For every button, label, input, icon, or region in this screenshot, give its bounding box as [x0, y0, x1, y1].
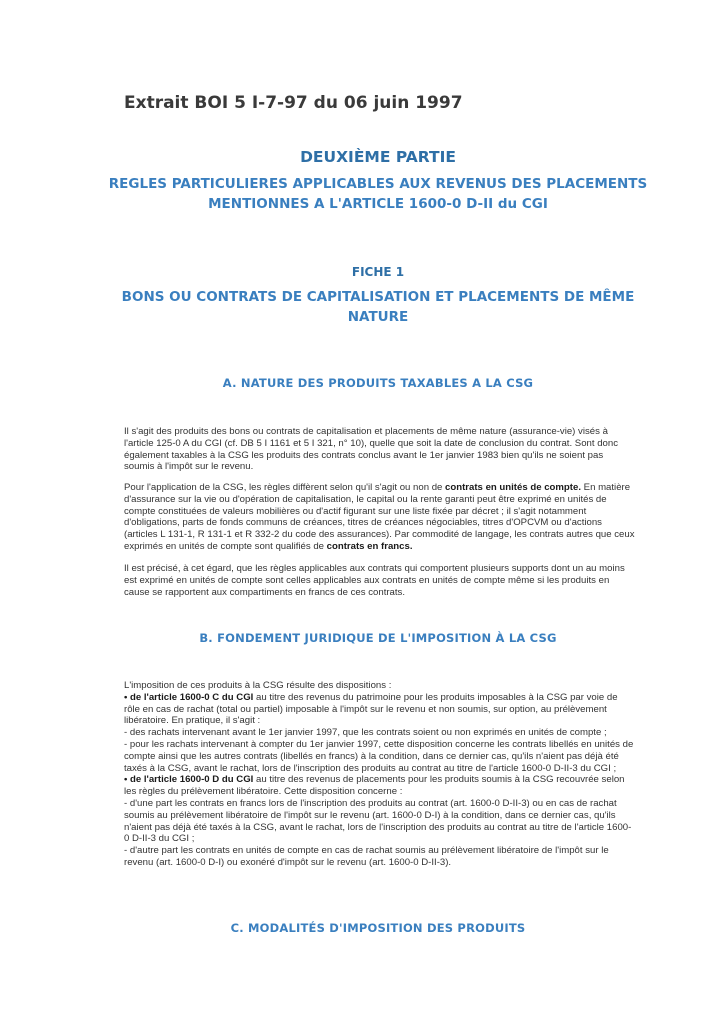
section-c-heading: C. MODALITÉS D'IMPOSITION DES PRODUITS [230, 921, 526, 935]
list-item [124, 692, 636, 727]
section-a-paragraph-1: Il s'agit des produits des bons ou contrats de capitalisation et placements de même nature (assurance-vie) visés à l'article 125-0 A du CGI (cf. DB 5 I 1161 et 5 I 321, n° 10), quelle que soit la date de conclusion du contrat. Sont donc également taxables à la CSG les produits des contrats conclus avant le 1er janvier 1983 bien qu'ils ne soient pas soumis à l'impôt sur le revenu. [124, 426, 619, 473]
bold-term: contrats en unités de compte. [445, 482, 581, 493]
fiche-title: BONS OU CONTRATS DE CAPITALISATION ET PLACEMENTS DE MÊME NATURE [121, 289, 635, 325]
section-a-heading: A. NATURE DES PRODUITS TAXABLES A LA CSG [222, 376, 534, 390]
section-b-heading: B. FONDEMENT JURIDIQUE DE L'IMPOSITION À LA CSG [199, 631, 557, 645]
sub-list-item: - des rachats intervenant avant le 1er janvier 1997, que les contrats soient ou non exprimés en unités de compte ; [124, 727, 607, 739]
text-run: En matière d'assurance sur la vie ou d'opération de capitalisation, le capital ou la rente garanti peut être exprimé en unités de compte constituées de valeurs mobilières ou d'actif figurant sur une liste fixée par décret ; il s'agit notamment d'obligations, parts de fonds communs de créances, titres de créances négociables, titres d'OPCVM ou d'actions (articles L 131-1, R 131-1 et R 332-2 du code des assurances). Par commodité de langage, les contrats autres que ceux exprimés en unités de compte sont qualifiés de [124, 482, 635, 552]
bold-term: • de l'article 1600-0 C du CGI [124, 691, 254, 703]
fiche-label: FICHE 1 [351, 265, 405, 279]
document-title: Extrait BOI 5 I-7-97 du 06 juin 1997 [124, 93, 463, 113]
text-run: Pour l'application de la CSG, les règles diffèrent selon qu'il s'agit ou non de [124, 482, 446, 493]
text-run: au titre des revenus du patrimoine pour les produits imposables à la CSG par voie de rôle en cas de rachat (total ou partiel) imposable à l'impôt sur le revenu et non soumis, sur option, au prélèvement libératoire. En pratique, il s'agit : [124, 691, 618, 727]
section-b-body [124, 680, 636, 869]
sub-list-item: - d'autre part les contrats en unités de compte en cas de rachat soumis au prélèvement libératoire de l'impôt sur le revenu (art. 1600-0 D-I) ou exonéré d'impôt sur le revenu (art. 1600-0 D-II-3). [124, 845, 609, 868]
sub-list-item: - d'une part les contrats en francs lors de l'inscription des produits au contrat (art. 1600-0 D-II-3) ou en cas de rachat soumis au prélèvement libératoire de l'impôt sur le revenu (art. 1600-0 D-I) à la condition, dans ce dernier cas, qu'ils n'aient pas déjà été taxés à la CSG, avant le rachat, lors de l'inscription des produits au contrat au titre de l'article 1600-0 D-II-3 du CGI ; [124, 797, 632, 845]
sub-list-item: - pour les rachats intervenant à compter du 1er janvier 1997, cette disposition concerne les contrats libellés en unités de compte ainsi que les autres contrats (libellés en francs) à la condition, dans ce dernier cas, qu'ils n'aient pas déjà été taxés à la CSG, avant le rachat, lors de l'inscription des produits au contrat au titre de l'article 1600-0 D-II-3 du CGI ; [124, 738, 634, 774]
list-item [124, 774, 636, 798]
section-a-paragraph-2 [124, 482, 636, 553]
section-b-intro: L'imposition de ces produits à la CSG résulte des dispositions : [124, 680, 392, 691]
bold-term: • de l'article 1600-0 D du CGI [124, 774, 254, 786]
part-subtitle: REGLES PARTICULIERES APPLICABLES AUX REVENUS DES PLACEMENTS MENTIONNES A L'ARTICLE 1600-0 D-II du CGI [108, 176, 648, 212]
part-heading: DEUXIÈME PARTIE [300, 148, 456, 166]
section-a-paragraph-3: Il est précisé, à cet égard, que les règles applicables aux contrats qui comportent plusieurs supports dont un au moins est exprimé en unités de compte sont celles applicables aux contrats en unités de compte même si les produits en cause se rapportent aux compartiments en francs de ces contrats. [124, 563, 625, 598]
bold-term: contrats en francs. [326, 540, 413, 552]
text-run: au titre des revenus de placements pour les produits soumis à la CSG recouvrée selon les règles du prélèvement libératoire. Cette disposition concerne : [124, 774, 625, 798]
